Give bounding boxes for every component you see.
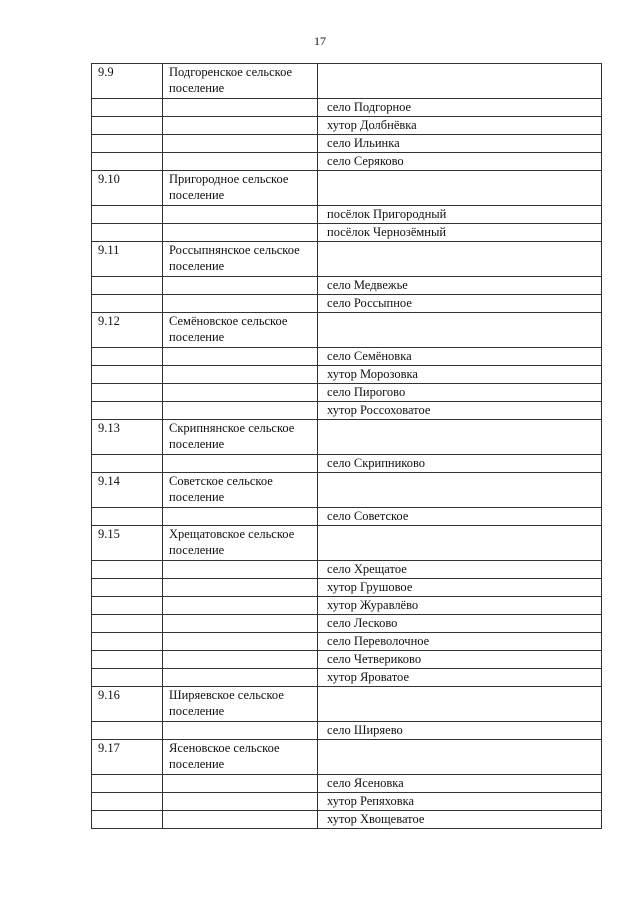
place-row — [92, 811, 602, 829]
empty-cell — [318, 740, 602, 775]
empty-cell — [92, 153, 163, 171]
section-number: 9.9 — [92, 64, 163, 99]
empty-cell — [163, 633, 318, 651]
settlement-name: Россыпнянское сельское поселение — [163, 242, 318, 277]
empty-cell — [163, 455, 318, 473]
settlement-name: Ясеновское сельское поселение — [163, 740, 318, 775]
empty-cell — [92, 224, 163, 242]
section-number: 9.10 — [92, 171, 163, 206]
empty-cell — [318, 64, 602, 99]
place-row — [92, 277, 602, 295]
empty-cell — [163, 135, 318, 153]
place-name: село Ильинка — [318, 135, 602, 153]
empty-cell — [163, 561, 318, 579]
place-name: хутор Журавлёво — [318, 597, 602, 615]
empty-cell — [92, 597, 163, 615]
empty-cell — [318, 171, 602, 206]
place-row — [92, 455, 602, 473]
empty-cell — [92, 384, 163, 402]
place-name: село Россыпное — [318, 295, 602, 313]
empty-cell — [92, 669, 163, 687]
place-name: хутор Морозовка — [318, 366, 602, 384]
place-name: хутор Репяховка — [318, 793, 602, 811]
place-name: село Лесково — [318, 615, 602, 633]
empty-cell — [163, 597, 318, 615]
place-name: село Ширяево — [318, 722, 602, 740]
place-row — [92, 669, 602, 687]
place-row — [92, 384, 602, 402]
settlement-name: Хрещатовское сельское поселение — [163, 526, 318, 561]
empty-cell — [318, 242, 602, 277]
settlement-name: Подгоренское сельское поселение — [163, 64, 318, 99]
settlements-table — [91, 63, 602, 829]
place-name: село Хрещатое — [318, 561, 602, 579]
empty-cell — [92, 561, 163, 579]
section-number: 9.16 — [92, 687, 163, 722]
empty-cell — [163, 117, 318, 135]
empty-cell — [92, 793, 163, 811]
place-name: село Серяково — [318, 153, 602, 171]
place-row — [92, 206, 602, 224]
settlement-name: Советское сельское поселение — [163, 473, 318, 508]
section-row — [92, 473, 602, 508]
place-name: село Советское — [318, 508, 602, 526]
empty-cell — [92, 811, 163, 829]
settlement-name: Скрипнянское сельское поселение — [163, 420, 318, 455]
place-name: хутор Грушовое — [318, 579, 602, 597]
empty-cell — [163, 651, 318, 669]
place-name: село Четвериково — [318, 651, 602, 669]
empty-cell — [92, 615, 163, 633]
section-row — [92, 64, 602, 99]
page-number: 17 — [314, 34, 326, 48]
section-number: 9.15 — [92, 526, 163, 561]
empty-cell — [92, 402, 163, 420]
empty-cell — [92, 277, 163, 295]
empty-cell — [163, 579, 318, 597]
place-row — [92, 402, 602, 420]
empty-cell — [163, 348, 318, 366]
place-row — [92, 135, 602, 153]
empty-cell — [163, 224, 318, 242]
empty-cell — [163, 669, 318, 687]
section-row — [92, 171, 602, 206]
empty-cell — [318, 473, 602, 508]
section-row — [92, 242, 602, 277]
place-name: село Подгорное — [318, 99, 602, 117]
place-row — [92, 348, 602, 366]
place-name: село Переволочное — [318, 633, 602, 651]
empty-cell — [92, 651, 163, 669]
settlement-name: Ширяевское сельское поселение — [163, 687, 318, 722]
settlements-table-body — [92, 64, 602, 829]
place-row — [92, 508, 602, 526]
empty-cell — [92, 633, 163, 651]
place-name: хутор Яроватое — [318, 669, 602, 687]
empty-cell — [92, 722, 163, 740]
place-row — [92, 615, 602, 633]
place-name: хутор Долбнёвка — [318, 117, 602, 135]
empty-cell — [163, 508, 318, 526]
empty-cell — [163, 295, 318, 313]
section-number: 9.14 — [92, 473, 163, 508]
place-row — [92, 117, 602, 135]
empty-cell — [92, 99, 163, 117]
place-row — [92, 295, 602, 313]
empty-cell — [318, 420, 602, 455]
empty-cell — [318, 526, 602, 561]
empty-cell — [163, 811, 318, 829]
place-name: село Скрипниково — [318, 455, 602, 473]
place-name: село Пирогово — [318, 384, 602, 402]
section-row — [92, 526, 602, 561]
empty-cell — [92, 775, 163, 793]
empty-cell — [163, 366, 318, 384]
place-row — [92, 561, 602, 579]
empty-cell — [163, 793, 318, 811]
place-row — [92, 597, 602, 615]
place-name: посёлок Пригородный — [318, 206, 602, 224]
empty-cell — [163, 402, 318, 420]
section-number: 9.13 — [92, 420, 163, 455]
empty-cell — [163, 99, 318, 117]
empty-cell — [163, 206, 318, 224]
place-row — [92, 99, 602, 117]
place-row — [92, 153, 602, 171]
place-name: хутор Россоховатое — [318, 402, 602, 420]
empty-cell — [92, 455, 163, 473]
section-row — [92, 313, 602, 348]
place-name: хутор Хвощеватое — [318, 811, 602, 829]
empty-cell — [318, 687, 602, 722]
place-name: село Медвежье — [318, 277, 602, 295]
empty-cell — [163, 153, 318, 171]
settlement-name: Пригородное сельское поселение — [163, 171, 318, 206]
place-row — [92, 224, 602, 242]
empty-cell — [163, 277, 318, 295]
section-number: 9.17 — [92, 740, 163, 775]
place-row — [92, 722, 602, 740]
empty-cell — [92, 135, 163, 153]
place-row — [92, 651, 602, 669]
place-row — [92, 793, 602, 811]
empty-cell — [163, 775, 318, 793]
empty-cell — [163, 615, 318, 633]
place-name: село Ясеновка — [318, 775, 602, 793]
empty-cell — [92, 348, 163, 366]
empty-cell — [92, 206, 163, 224]
section-number: 9.12 — [92, 313, 163, 348]
empty-cell — [163, 384, 318, 402]
place-name: посёлок Чернозёмный — [318, 224, 602, 242]
empty-cell — [92, 117, 163, 135]
section-row — [92, 420, 602, 455]
empty-cell — [92, 295, 163, 313]
place-row — [92, 775, 602, 793]
empty-cell — [92, 508, 163, 526]
place-name: село Семёновка — [318, 348, 602, 366]
empty-cell — [318, 313, 602, 348]
section-row — [92, 740, 602, 775]
empty-cell — [163, 722, 318, 740]
place-row — [92, 633, 602, 651]
place-row — [92, 366, 602, 384]
settlement-name: Семёновское сельское поселение — [163, 313, 318, 348]
place-row — [92, 579, 602, 597]
section-row — [92, 687, 602, 722]
section-number: 9.11 — [92, 242, 163, 277]
empty-cell — [92, 366, 163, 384]
empty-cell — [92, 579, 163, 597]
